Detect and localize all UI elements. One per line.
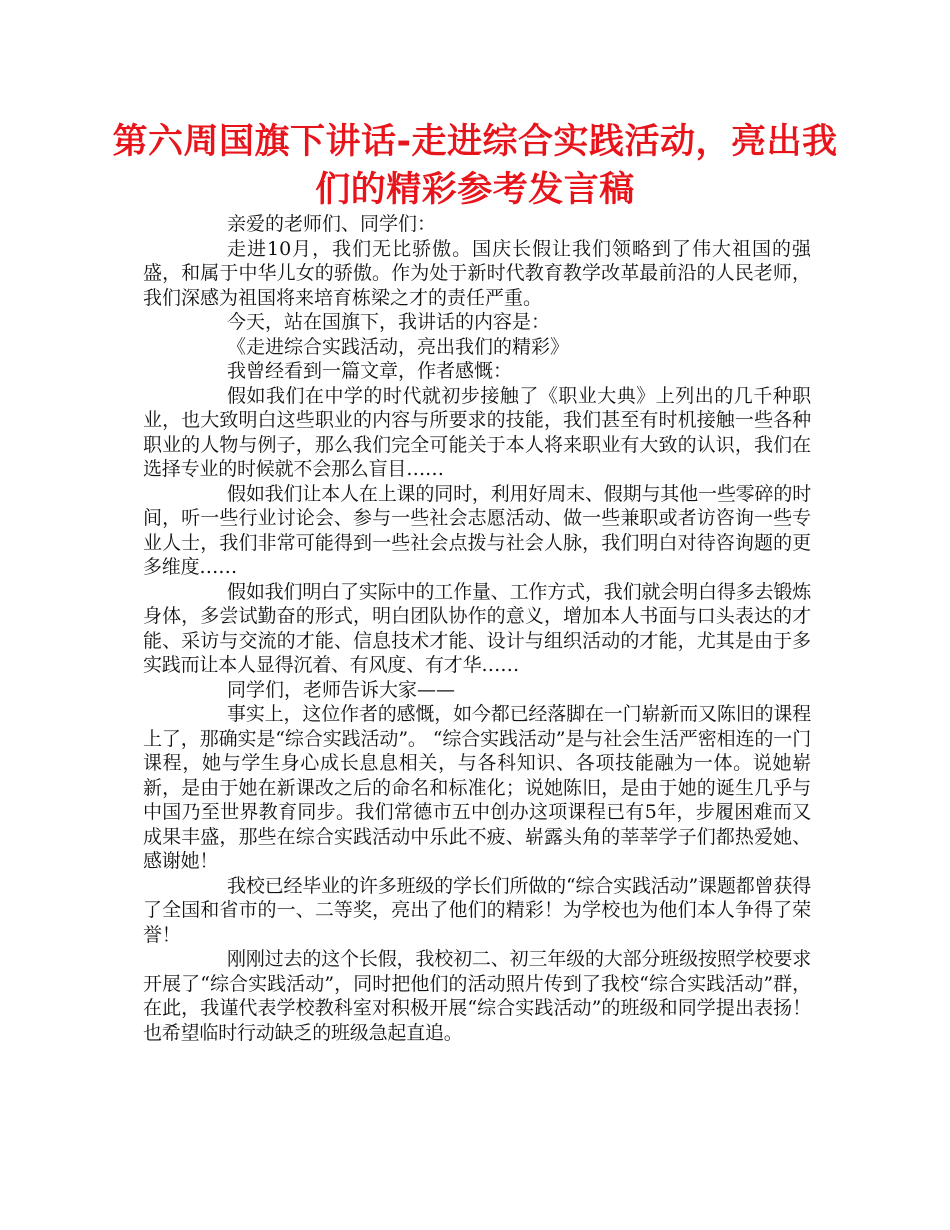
paragraph-students: 同学们，老师告诉大家—— [227,678,456,701]
paragraph-national-day: 走进10月，我们无比骄傲。国庆长假让我们领略到了伟大祖国的强盛，和属于中华儿女的骄傲。作为处于新时代教育教学改革最前沿的人民老师，我们深感为祖国将来培育栋梁之才的责任严重。 [143,237,811,309]
paragraph-course: 事实上，这位作者的感慨，如今都已经落脚在一门崭新而又陈旧的课程上了，那确实是“综合实践活动”。 “综合实践活动”是与社会生活严密相连的一门课程，她与学生身心成长息息相关，与各科知识、各项技能融为一体。说她崭新，是由于她在新课改之后的命名和标准化；说她陈旧，是由于她的诞生几乎与中国乃至世界教育同步。我们常德市五中创办这项课程已有5年，步履困难而又成果丰盛，那些在综合实践活动中乐此不疲、崭露头角的莘莘学子们都热爱她、感谢她！ [143,703,811,872]
document-body [143,212,811,1045]
paragraph-holiday: 刚刚过去的这个长假，我校初二、初三年级的大部分班级按照学校要求开展了“综合实践活动”，同时把他们的活动照片传到了我校“综合实践活动”群，在此，我谨代表学校教科室对积极开展“综合实践活动”的班级和同学提出表扬！也希望临时行动缺乏的班级急起直追。 [143,948,811,1044]
paragraph-greeting: 亲爱的老师们、同学们： [227,213,437,235]
paragraph-weekend: 假如我们让本人在上课的同时，利用好周末、假期与其他一些零碎的时间，听一些行业讨论会、参与一些社会志愿活动、做一些兼职或者访咨询一些专业人士，我们非常可能得到一些社会点拨与社会人脉，我们明白对待咨询题的更多维度…… [143,482,811,578]
paragraph-topic-intro: 今天，站在国旗下，我讲话的内容是： [227,311,551,333]
document-title: 第六周国旗下讲话-走进综合实践活动，亮出我们的精彩参考发言稿 [112,122,838,210]
paragraph-awards: 我校已经毕业的许多班级的学长们所做的“综合实践活动”课题都曾获得了全国和省市的一、二等奖，亮出了他们的精彩！为学校也为他们本人争得了荣誉！ [143,874,811,946]
paragraph-workload: 假如我们明白了实际中的工作量、工作方式，我们就会明白得多去锻炼身体，多尝试勤奋的形式，明白团队协作的意义，增加本人书面与口头表达的才能、采访与交流的才能、信息技术才能、设计与组织活动的才能，尤其是由于多实践而让本人显得沉着、有风度、有才华…… [143,580,811,676]
paragraph-article-intro: 我曾经看到一篇文章，作者感慨： [227,360,513,382]
paragraph-topic-title: 《走进综合实践活动，亮出我们的精彩》 [227,335,570,358]
paragraph-career: 假如我们在中学的时代就初步接触了《职业大典》上列出的几千种职业，也大致明白这些职业的内容与所要求的技能，我们甚至有时机接触一些各种职业的人物与例子，那么我们完全可能关于本人将来职业有大致的认识，我们在选择专业的时候就不会那么盲目…… [143,384,811,480]
